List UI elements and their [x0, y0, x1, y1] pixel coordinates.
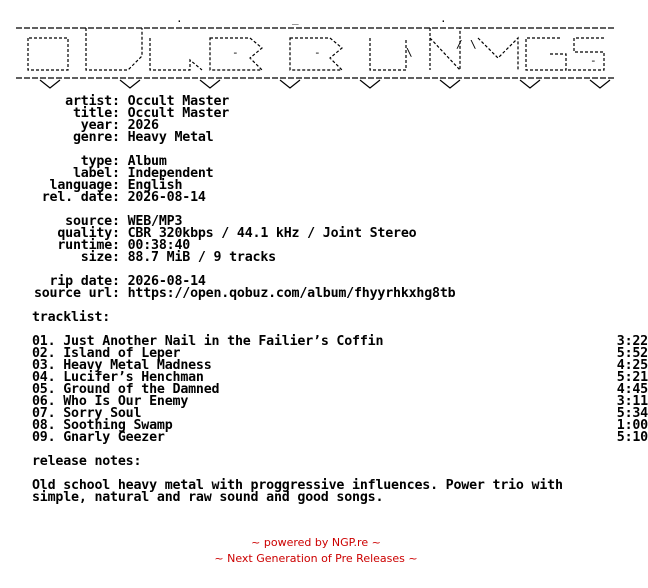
- track-row: [32, 432, 648, 444]
- info-separator: :: [112, 178, 128, 193]
- info-row-genre: [0, 132, 455, 144]
- track-title: Lucifer’s Henchman: [63, 370, 204, 385]
- track-duration: 5:52: [616, 346, 648, 361]
- svg-text:/: /: [456, 38, 463, 51]
- info-value: Heavy Metal: [127, 130, 214, 145]
- ascii-logo-art: [0, 8, 632, 90]
- info-key: genre: [72, 130, 112, 145]
- track-number: 09.: [32, 430, 56, 445]
- info-value: https://open.qobuz.com/album/fhyyrhkxhg8tb: [127, 286, 456, 301]
- info-separator: :: [112, 118, 128, 133]
- info-value: CBR 320kbps / 44.1 kHz / Joint Stereo: [127, 226, 417, 241]
- track-number: 04.: [32, 370, 56, 385]
- info-row-year: [0, 120, 455, 132]
- svg-text:.: .: [440, 12, 447, 25]
- info-key: quality: [57, 226, 112, 241]
- tracklist: [32, 334, 648, 445]
- info-value: WEB/MP3: [127, 214, 183, 229]
- svg-text:-: -: [590, 54, 597, 67]
- track-title: Soothing Swamp: [63, 418, 173, 433]
- info-key: artist: [65, 94, 112, 109]
- track-number: 02.: [32, 346, 56, 361]
- track-title: Heavy Metal Madness: [63, 358, 212, 373]
- release-notes-text: Old school heavy metal with proggressive influences. Power trio with simple, natural and raw sound and good songs.: [32, 478, 563, 505]
- svg-text:_: _: [292, 12, 299, 25]
- track-duration: 3:11: [616, 394, 648, 409]
- info-value: English: [127, 178, 183, 193]
- info-key: size: [80, 250, 112, 265]
- info-row-size: [0, 252, 455, 264]
- info-row-title: [0, 108, 455, 120]
- svg-text:.: .: [176, 12, 183, 25]
- track-title: Sorry Soul: [63, 406, 142, 421]
- info-key: source: [65, 214, 112, 229]
- info-key: runtime: [57, 238, 112, 253]
- info-key: title: [72, 106, 112, 121]
- info-value: 2026-08-14: [127, 190, 206, 205]
- info-key: source url: [33, 286, 112, 301]
- info-separator: :: [112, 238, 128, 253]
- info-separator: :: [112, 250, 128, 265]
- track-duration: 4:25: [616, 358, 648, 373]
- svg-text:-: -: [232, 46, 239, 59]
- track-number: 05.: [32, 382, 56, 397]
- info-key: year: [80, 118, 112, 133]
- track-title: Just Another Nail in the Failier’s Coffin: [63, 334, 384, 349]
- track-duration: 4:45: [616, 382, 648, 397]
- info-separator: :: [112, 166, 128, 181]
- footer-tagline: ~ Next Generation of Pre Releases ~: [214, 552, 418, 565]
- footer: [0, 535, 632, 567]
- track-number: 06.: [32, 394, 56, 409]
- ascii-logo-banner: [0, 8, 632, 90]
- release-notes-heading: release notes:: [32, 454, 142, 469]
- tracklist-heading: tracklist:: [32, 310, 111, 325]
- track-title: Gnarly Geezer: [63, 430, 165, 445]
- svg-text:-: -: [314, 46, 321, 59]
- info-value: 2026: [127, 118, 159, 133]
- info-separator: :: [112, 226, 128, 241]
- info-separator: :: [112, 214, 128, 229]
- info-row-type: [0, 156, 455, 168]
- info-separator: :: [112, 286, 128, 301]
- info-separator: :: [112, 94, 128, 109]
- track-title: Ground of the Damned: [63, 382, 220, 397]
- info-separator: :: [112, 274, 128, 289]
- track-duration: 5:34: [616, 406, 648, 421]
- info-separator: :: [112, 130, 128, 145]
- info-separator: :: [112, 106, 128, 121]
- track-number: 07.: [32, 406, 56, 421]
- info-key: language: [49, 178, 112, 193]
- info-key: rel. date: [41, 190, 112, 205]
- info-key: type: [80, 154, 112, 169]
- info-value: Album: [127, 154, 167, 169]
- info-key: label: [72, 166, 112, 181]
- svg-text:\: \: [470, 38, 477, 51]
- track-title: Island of Leper: [63, 346, 181, 361]
- footer-powered-by: ~ powered by NGP.re ~: [251, 536, 381, 549]
- track-duration: 1:00: [616, 418, 648, 433]
- info-value: 88.7 MiB / 9 tracks: [127, 250, 276, 265]
- track-number: 08.: [32, 418, 56, 433]
- track-title: Who Is Our Enemy: [63, 394, 189, 409]
- info-key: rip date: [49, 274, 112, 289]
- info-row-source-url: [0, 288, 455, 300]
- info-separator: :: [112, 154, 128, 169]
- track-duration: 5:21: [616, 370, 648, 385]
- info-value: Occult Master: [127, 94, 230, 109]
- track-number: 03.: [32, 358, 56, 373]
- info-spacer: [0, 144, 455, 156]
- info-value: Occult Master: [127, 106, 230, 121]
- info-separator: :: [112, 190, 128, 205]
- info-value: Independent: [127, 166, 214, 181]
- track-number: 01.: [32, 334, 56, 349]
- track-duration: 3:22: [616, 334, 648, 349]
- info-value: 2026-08-14: [127, 274, 206, 289]
- svg-text:\: \: [406, 46, 413, 59]
- track-duration: 5:10: [616, 430, 648, 445]
- info-value: 00:38:40: [127, 238, 191, 253]
- info-row-rel-date: [0, 192, 455, 204]
- release-info-block: [0, 96, 455, 300]
